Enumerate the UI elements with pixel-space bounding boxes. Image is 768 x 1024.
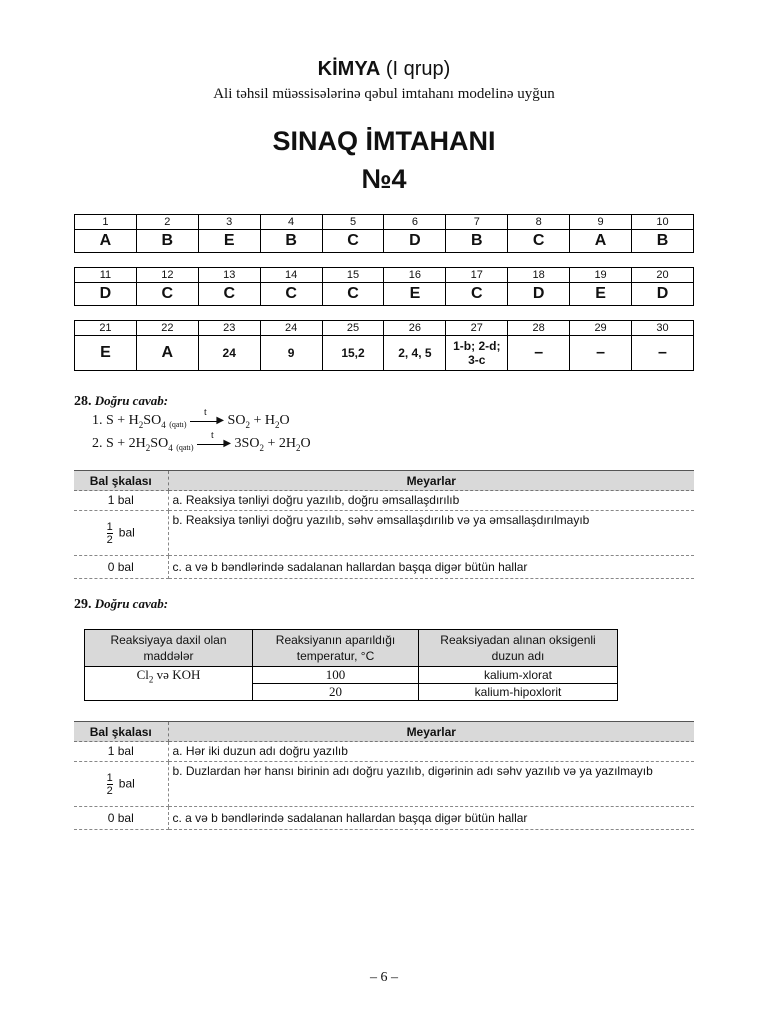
question-number: 10 xyxy=(632,215,694,230)
answer-value: A xyxy=(570,230,632,253)
question-number: 16 xyxy=(384,268,446,283)
page-number: – 6 – xyxy=(370,970,398,985)
reaction-arrow-icon: t ▶ xyxy=(190,415,224,427)
question-number: 23 xyxy=(198,321,260,336)
answer-value: C xyxy=(508,230,570,253)
answer-value: 24 xyxy=(198,336,260,371)
answer-value: – xyxy=(632,336,694,371)
rubric-criterion: a. Hər iki duzun adı doğru yazılıb xyxy=(168,742,694,762)
rubric-header-score: Bal şkalası xyxy=(74,471,168,491)
question-number: 26 xyxy=(384,321,446,336)
rubric-score: 1 bal xyxy=(74,491,168,511)
subject-heading xyxy=(0,58,768,81)
rubric-score: 0 bal xyxy=(74,556,168,579)
question-number: 21 xyxy=(75,321,137,336)
q29-label: Doğru cavab: xyxy=(94,596,169,611)
question-number: 2 xyxy=(136,215,198,230)
temperature-cell: 20 xyxy=(253,684,419,701)
question-number: 1 xyxy=(75,215,137,230)
answer-value: C xyxy=(136,283,198,306)
rubric-score-half: $\frac{1}{2}$ bal xyxy=(74,762,168,807)
question-number: 18 xyxy=(508,268,570,283)
answer-key-table-1 xyxy=(74,214,694,253)
q28-equation-1: 1. $S + H_2SO_4$ $_{(qatı)}$ t ▶ $SO_2 + H_2O$ xyxy=(92,406,290,430)
exam-number: №4 xyxy=(361,164,407,194)
answer-value: E xyxy=(198,230,260,253)
question-number: 6 xyxy=(384,215,446,230)
subject-group: (I qrup) xyxy=(385,58,451,80)
rubric-score: 1 bal xyxy=(74,742,168,762)
answer-value: C xyxy=(260,283,322,306)
answer-value: – xyxy=(508,336,570,371)
question-number: 12 xyxy=(136,268,198,283)
rubric-criterion: c. a və b bəndlərində sadalanan hallardan başqa digər bütün hallar xyxy=(168,556,694,579)
q28-equation-2: 2. $S + 2H_2SO_4$ $_{(qatı)}$ t ▶ $3SO_2 + 2H_2O$ xyxy=(92,429,311,453)
question-number: 24 xyxy=(260,321,322,336)
question-number: 28 xyxy=(508,321,570,336)
answer-key-table-3 xyxy=(74,320,694,371)
answer-value: B xyxy=(136,230,198,253)
question-number: 17 xyxy=(446,268,508,283)
subject-name: KİMYA xyxy=(317,58,381,80)
answer-value: C xyxy=(446,283,508,306)
reactants-cell: $Cl_2$ və KOH xyxy=(85,667,253,701)
rubric-score: 0 bal xyxy=(74,807,168,830)
answer-value: E xyxy=(570,283,632,306)
half-fraction: $\frac{1}{2}$ xyxy=(106,771,113,797)
q29-rubric-table xyxy=(74,721,694,830)
answer-value: D xyxy=(384,230,446,253)
rubric-header-criteria: Meyarlar xyxy=(168,722,694,742)
answer-value: E xyxy=(384,283,446,306)
temperature-cell: 100 xyxy=(253,667,419,684)
answer-value: D xyxy=(632,283,694,306)
question-number: 5 xyxy=(322,215,384,230)
rubric-criterion: a. Reaksiya tənliyi doğru yazılıb, doğru əmsallaşdırılıb xyxy=(168,491,694,511)
question-number: 29 xyxy=(570,321,632,336)
answer-value: E xyxy=(75,336,137,371)
question-number: 30 xyxy=(632,321,694,336)
q28-number: 28 xyxy=(74,394,88,409)
question-number: 4 xyxy=(260,215,322,230)
question-number: 13 xyxy=(198,268,260,283)
answer-value: 2, 4, 5 xyxy=(384,336,446,371)
question-number: 7 xyxy=(446,215,508,230)
question-number: 22 xyxy=(136,321,198,336)
answer-value: 9 xyxy=(260,336,322,371)
answer-value: D xyxy=(508,283,570,306)
rubric-criterion: c. a və b bəndlərində sadalanan hallardan başqa digər bütün hallar xyxy=(168,807,694,830)
answer-value: D xyxy=(75,283,137,306)
answer-value: B xyxy=(446,230,508,253)
answer-value: 15,2 xyxy=(322,336,384,371)
q28-label: Doğru cavab: xyxy=(94,393,169,408)
answer-value: A xyxy=(136,336,198,371)
answer-value: B xyxy=(632,230,694,253)
question-number: 27 xyxy=(446,321,508,336)
reaction-header-salt: Reaksiyadan alınan oksigenli duzun adı xyxy=(419,630,618,667)
question-number: 11 xyxy=(75,268,137,283)
question-number: 3 xyxy=(198,215,260,230)
rubric-header-criteria: Meyarlar xyxy=(168,471,694,491)
question-number: 9 xyxy=(570,215,632,230)
reaction-header-temperature: Reaksiyanın aparıldığı temperatur, °C xyxy=(253,630,419,667)
question-number: 20 xyxy=(632,268,694,283)
answer-value: A xyxy=(75,230,137,253)
answer-value: B xyxy=(260,230,322,253)
q28-heading: 28. Doğru cavab: xyxy=(74,393,169,409)
q29-number: 29 xyxy=(74,597,88,612)
reaction-arrow-icon: t ▶ xyxy=(197,438,231,450)
rubric-criterion: b. Duzlardan hər hansı birinin adı doğru yazılıb, digərinin adı səhv yazılıb və ya yazılmayıb xyxy=(168,762,694,807)
answer-value: C xyxy=(198,283,260,306)
answer-value: 1-b; 2-d; 3-c xyxy=(446,336,508,371)
answer-value: C xyxy=(322,230,384,253)
q29-reaction-table xyxy=(84,629,618,701)
exam-model-note: Ali təhsil müəssisələrinə qəbul imtahanı modelinə uyğun xyxy=(213,86,555,102)
question-number: 25 xyxy=(322,321,384,336)
reaction-header-reactants: Reaksiyaya daxil olan maddələr xyxy=(85,630,253,667)
rubric-criterion: b. Reaksiya tənliyi doğru yazılıb, səhv əmsallaşdırılıb və ya əmsallaşdırılmayıb xyxy=(168,511,694,556)
page-title: SINAQ İMTAHANI xyxy=(272,126,496,156)
question-number: 8 xyxy=(508,215,570,230)
rubric-score-half: $\frac{1}{2}$ bal xyxy=(74,511,168,556)
answer-value: C xyxy=(322,283,384,306)
q28-rubric-table xyxy=(74,470,694,579)
q29-heading: 29. Doğru cavab: xyxy=(74,596,169,612)
question-number: 15 xyxy=(322,268,384,283)
answer-key-table-2 xyxy=(74,267,694,306)
question-number: 14 xyxy=(260,268,322,283)
rubric-header-score: Bal şkalası xyxy=(74,722,168,742)
half-fraction: $\frac{1}{2}$ xyxy=(106,520,113,546)
salt-name-cell: kalium-hipoxlorit xyxy=(419,684,618,701)
salt-name-cell: kalium-xlorat xyxy=(419,667,618,684)
answer-value: – xyxy=(570,336,632,371)
question-number: 19 xyxy=(570,268,632,283)
